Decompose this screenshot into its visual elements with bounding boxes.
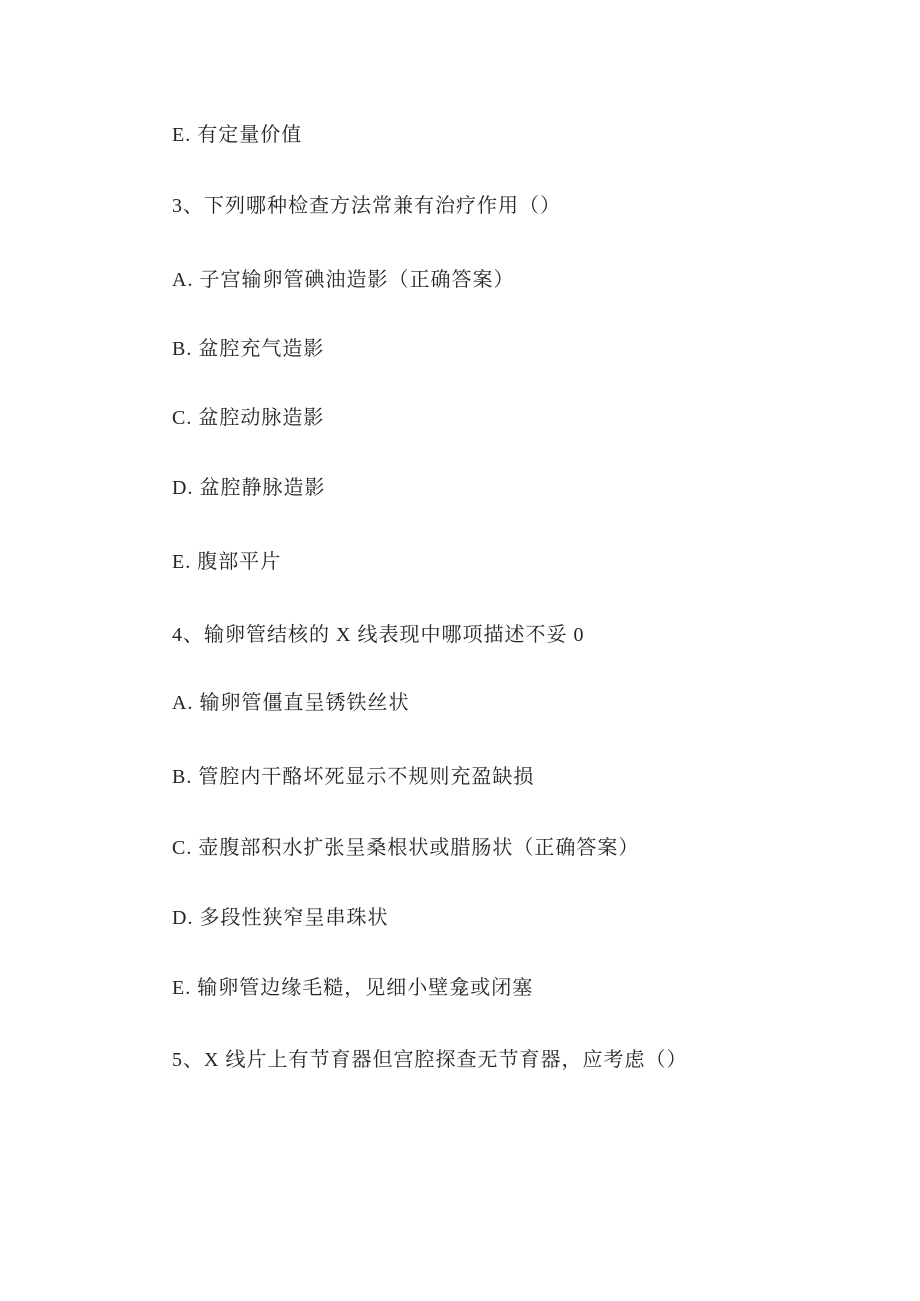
question-3-option-d: D. 盆腔静脉造影 (172, 477, 326, 499)
question-5-stem: 5、X 线片上有节育器但宫腔探查无节育器，应考虑（） (172, 1049, 688, 1071)
option-line-prev-e: E. 有定量价值 (172, 124, 303, 146)
question-4-option-e: E. 输卵管边缘毛糙，见细小壁龛或闭塞 (172, 977, 534, 999)
question-4-stem: 4、输卵管结核的 X 线表现中哪项描述不妥 0 (172, 624, 585, 646)
question-4-option-c: C. 壶腹部积水扩张呈桑根状或腊肠状（正确答案） (172, 837, 640, 859)
question-3-option-e: E. 腹部平片 (172, 551, 282, 573)
question-3-option-b: B. 盆腔充气造影 (172, 338, 325, 360)
question-4-option-d: D. 多段性狭窄呈串珠状 (172, 907, 389, 929)
question-3-stem: 3、下列哪种检查方法常兼有治疗作用（） (172, 195, 561, 217)
question-3-option-c: C. 盆腔动脉造影 (172, 407, 325, 429)
question-4-option-a: A. 输卵管僵直呈锈铁丝状 (172, 692, 410, 714)
question-3-option-a: A. 子宫输卵管碘油造影（正确答案） (172, 269, 515, 291)
question-4-option-b: B. 管腔内干酪坏死显示不规则充盈缺损 (172, 766, 535, 788)
